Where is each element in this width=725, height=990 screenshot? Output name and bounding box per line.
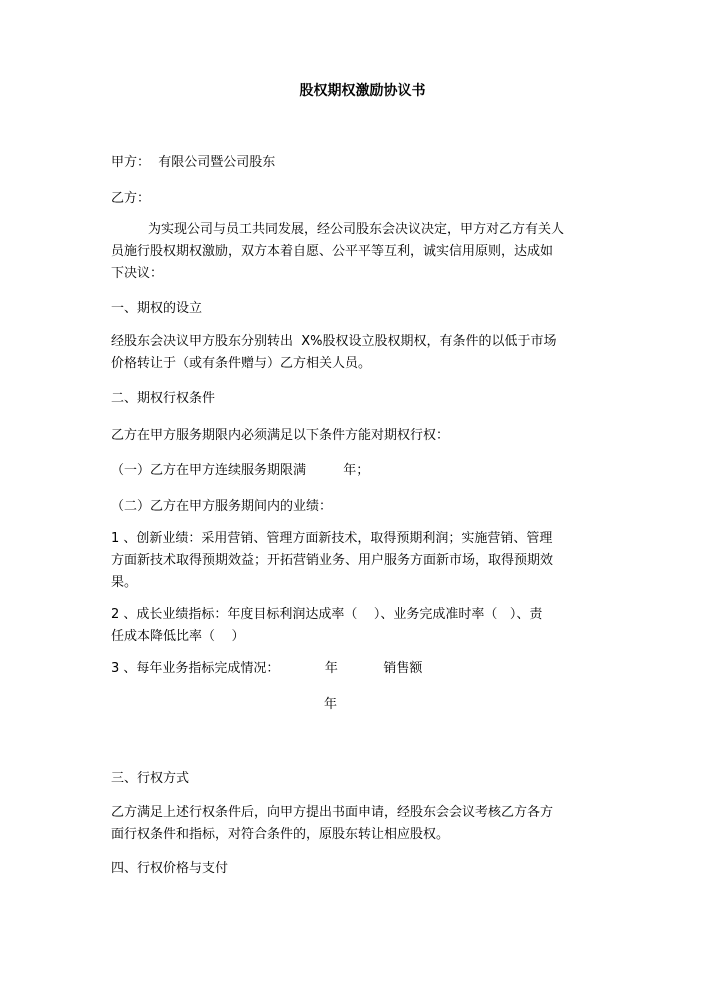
- point-2-line: 2 、成长业绩指标：年度目标利润达成率（ ）、业务完成准时率（ ）、责: [111, 607, 543, 622]
- intro-line: 员施行股权期权激励，双方本着自愿、公平平等互利，诚实信用原则，达成如: [111, 244, 554, 259]
- section-2-point-1: [111, 528, 611, 594]
- point-3-year-label: 年: [324, 697, 338, 712]
- party-a-line: 甲方： 有限公司暨公司股东: [111, 155, 276, 170]
- intro-line: 为实现公司与员工共同发展，经公司股东会决议决定，甲方对乙方有关人: [148, 222, 565, 237]
- section-1-heading: 一、期权的设立: [111, 301, 203, 316]
- point-1-line: 1 、创新业绩：采用营销、管理方面新技术，取得预期利润；实施营销、管理: [111, 531, 553, 546]
- section-2-heading: 二、期权行权条件: [111, 391, 216, 406]
- section-2-item-1: （一）乙方在甲方连续服务期限满 年；: [111, 463, 370, 478]
- section-3-line: 面行权条件和指标，对符合条件的，原股东转让相应股权。: [111, 827, 450, 842]
- point-2-line: 任成本降低比率（ ）: [111, 629, 245, 644]
- point-1-line: 果。: [111, 575, 138, 590]
- section-3-body: [111, 802, 611, 846]
- section-2-point-2: [111, 604, 611, 648]
- section-4-heading: 四、行权价格与支付: [111, 861, 229, 876]
- section-2-item-2: （二）乙方在甲方服务期间内的业绩：: [111, 499, 333, 514]
- section-2-point-3: 3 、每年业务指标完成情况： 年 销售额: [111, 661, 423, 676]
- section-2-intro: 乙方在甲方服务期限内必须满足以下条件方能对期权行权：: [111, 428, 450, 443]
- document-title: 股权期权激励协议书: [299, 83, 426, 99]
- section-1-line: 价格转让于（或有条件赠与）乙方相关人员。: [111, 356, 372, 371]
- intro-paragraph: [111, 219, 611, 285]
- point-1-line: 方面新技术取得预期效益；开拓营销业务、用户服务方面新市场，取得预期效: [111, 553, 554, 568]
- intro-line: 下决议：: [111, 266, 164, 281]
- party-b-line: 乙方：: [111, 191, 151, 206]
- section-3-line: 乙方满足上述行权条件后，向甲方提出书面申请，经股东会会议考核乙方各方: [111, 805, 554, 820]
- section-1-line: 经股东会决议甲方股东分别转出 X%股权设立股权期权，有条件的以低于市场: [111, 334, 557, 349]
- section-3-heading: 三、行权方式: [111, 771, 190, 786]
- section-1-body: [111, 331, 611, 375]
